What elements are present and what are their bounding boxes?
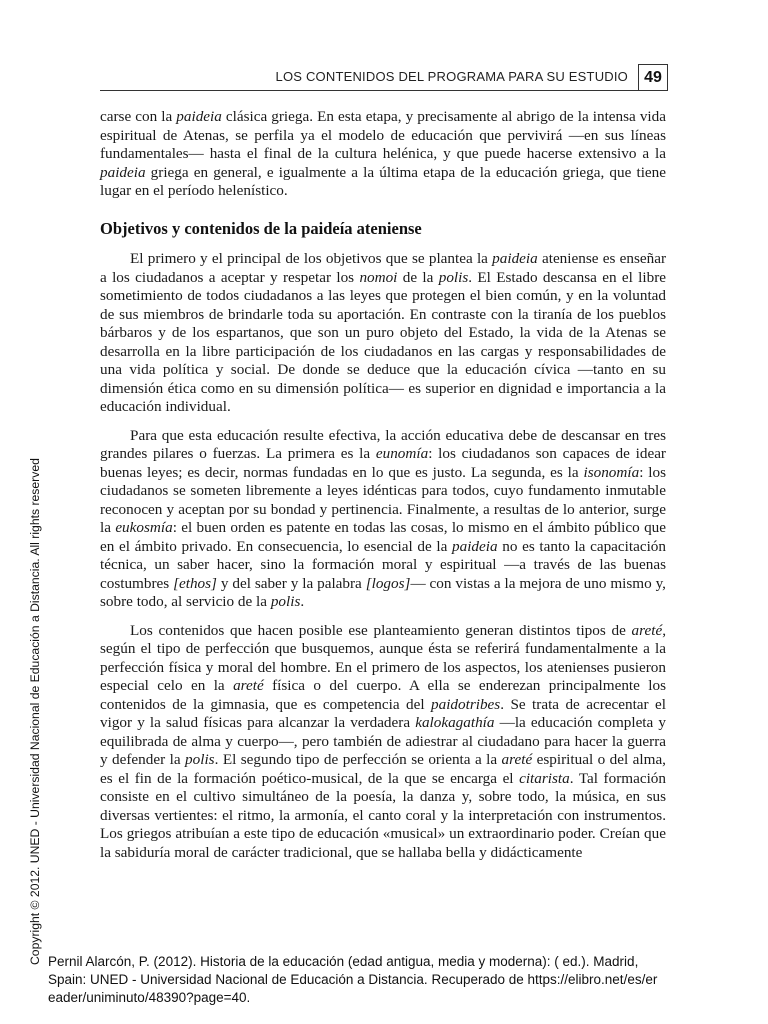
- body-paragraph-1: El primero y el principal de los objetivos que se plantea la paideia ateniense es enseñar a los ciudadanos a aceptar y respetar los nomoi de la polis. El Estado descansa en el libre sometimiento de todos ciudadanos a las leyes que protegen el bien común, y en la voluntad de sus miembros de brindarle toda su aportación. En contraste con la tiranía de los pueblos bárbaros y de los espartanos, que son un puro objeto del Estado, la vida de la Atenas se desarrolla en la libre participación de los ciudadanos en las cargas y responsabilidades de una vida política y social. De donde se deduce que la educación cívica —tanto en su dimensión ética como en su dimensión política— es superior en dignidad e importancia a la educación individual.: [100, 250, 667, 415]
- footer-citation: [48, 953, 748, 1007]
- intro-text-block: [100, 108, 666, 201]
- body-paragraph-2: Para que esta educación resulte efectiva, la acción educativa debe de descansar en tres grandes pilares o fuerzas. La primera es la eunomía: los ciudadanos son capaces de idear buenas leyes; es decir, normas fundadas en lo que es justo. La segunda, es la isonomía: los ciudadanos se someten libremente a leyes idénticas para todos, cuyo fundamento inmutable reconocen y aceptan por su bondad y pertinencia. Finalmente, a resultas de lo anterior, surge la eukosmía: el buen orden es patente en todas las cosas, lo mismo en el ámbito público que en el ámbito privado. En consecuencia, lo esencial de la paideia no es tanto la capacitación técnica, un saber hacer, sino la formación moral y espiritual —a través de las buenas costumbres [ethos] y del saber y la palabra [logos]— con vistas a la mejora de uno mismo y, sobre todo, al servicio de la polis.: [100, 426, 666, 610]
- footer-citation-line-1: Pernil Alarcón, P. (2012). Historia de la educación (edad antigua, media y moderna): ( ed.). Madrid,: [48, 954, 639, 969]
- footer-citation-line-3: eader/uniminuto/48390?page=40.: [48, 990, 251, 1005]
- running-header-title: LOS CONTENIDOS DEL PROGRAMA PARA SU ESTUDIO: [275, 69, 628, 84]
- running-header: [100, 64, 668, 91]
- footer-citation-line-2: Spain: UNED - Universidad Nacional de Educación a Distancia. Recuperado de https://elibro.net/es/er: [48, 972, 658, 987]
- section-heading: Objetivos y contenidos de la paideía ateniense: [100, 219, 422, 238]
- section-body: [100, 250, 666, 862]
- body-paragraph-3: Los contenidos que hacen posible ese planteamiento generan distintos tipos de areté, según el tipo de perfección que busquemos, aunque ésta se referirá fundamentalmente a la perfección física y moral del hombre. En el primero de los aspectos, los atenienses pusieron especial celo en la areté física o del cuerpo. A ella se enderezan principalmente los contenidos de la gimnasia, que es competencia del paidotribes. Se trata de acrecentar el vigor y la salud físicas para alcanzar la verdadera kalokagathía —la educación completa y equilibrada de alma y cuerpo—, pero también de adiestrar al ciudadano para hacer la guerra y defender la polis. El segundo tipo de perfección se orienta a la areté espiritual o del alma, es el fin de la formación poético-musical, de la que se encarga el citarista. Tal formación consiste en el cultivo simultáneo de la poesía, la danza y, sobre todo, la música, en sus diversas vertientes: el ritmo, la armonía, el canto coral y la interpretación con instrumentos. Los griegos atribuían a este tipo de educación «musical» un extraordinario poder. Creían que la sabiduría moral de carácter tradicional, que se hallaba bella y didácticamente: [100, 621, 666, 861]
- copyright-notice: Copyright © 2012. UNED - Universidad Nacional de Educación a Distancia. All rights reserved: [28, 458, 42, 965]
- intro-paragraph: carse con la paideia clásica griega. En esta etapa, y precisamente al abrigo de la intensa vida espiritual de Atenas, se perfila ya el modelo de educación que pervivirá —en sus líneas fundamentales— hasta el final de la cultura helénica, y que puede hacerse extensivo a la paideia griega en general, e igualmente a la última etapa de la educación griega, que tiene lugar en el período helenístico.: [100, 108, 666, 199]
- page-number: 49: [638, 64, 668, 90]
